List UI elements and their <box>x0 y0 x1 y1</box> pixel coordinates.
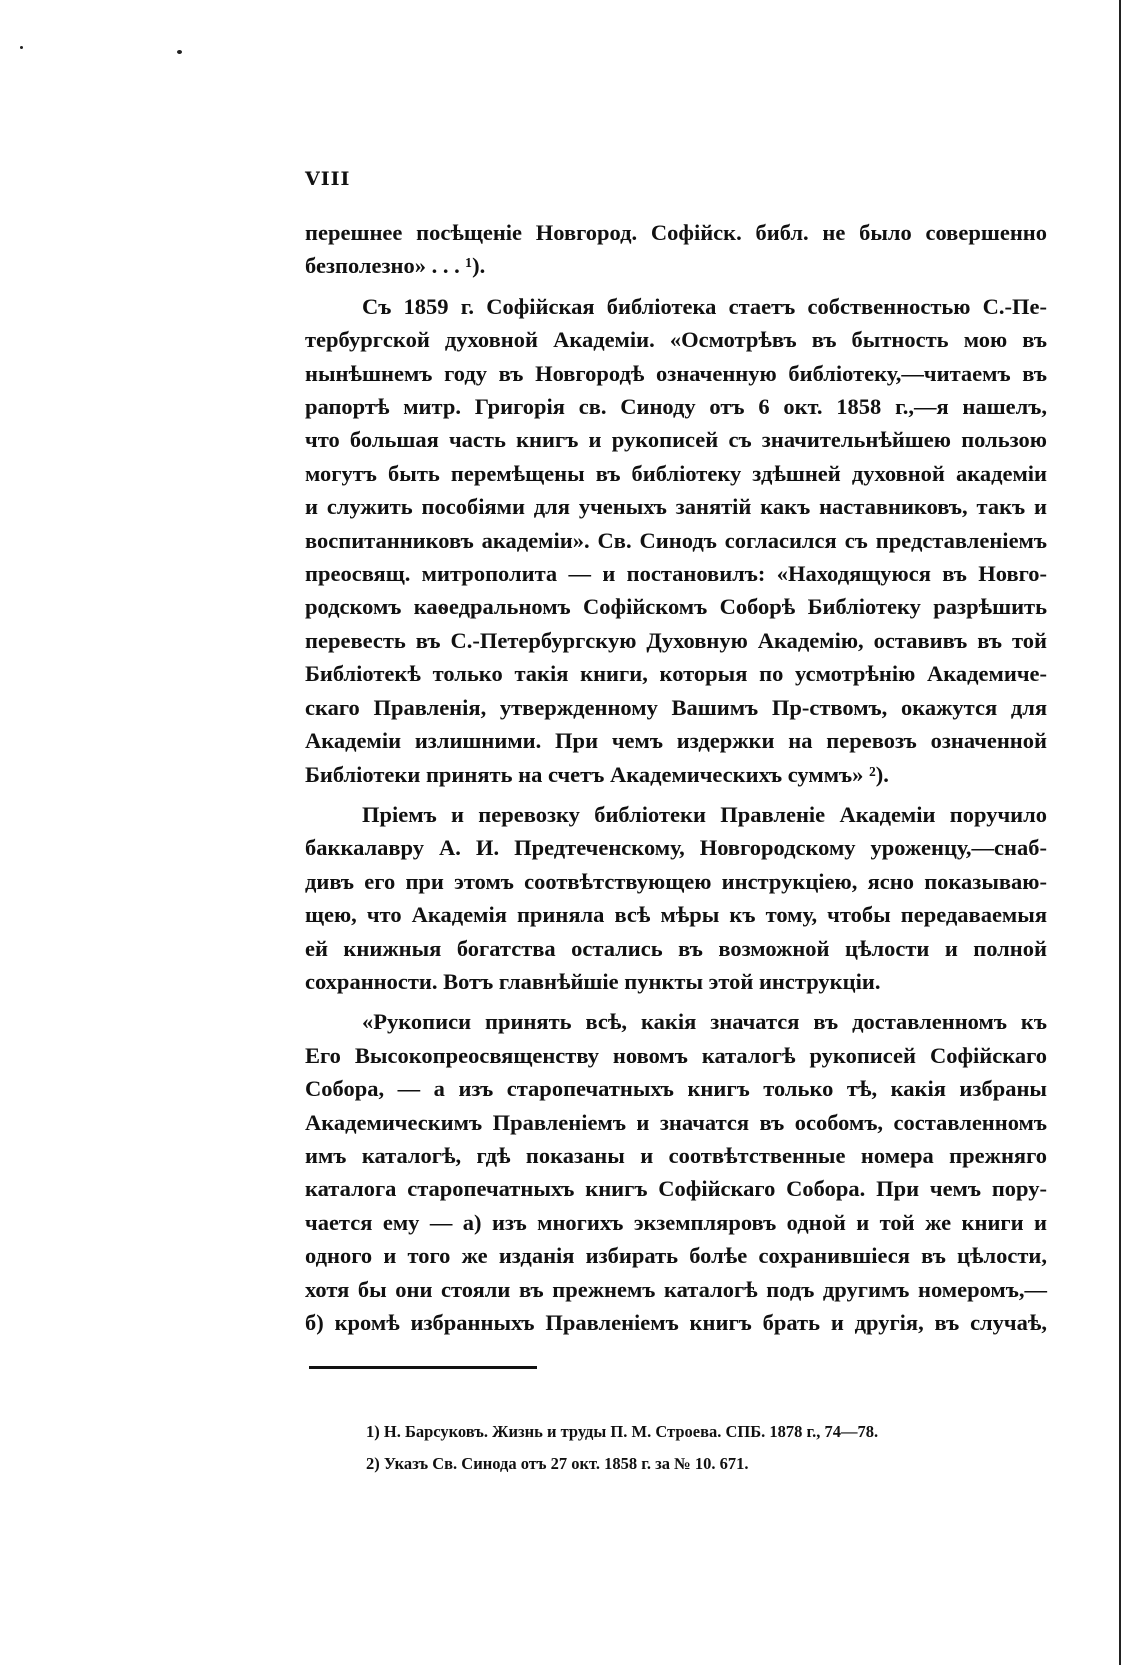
footnote-divider <box>309 1366 537 1369</box>
text-line: тербургской духовной Академіи. «Осмотрѣвъ въ бытность мою въ <box>305 327 1047 353</box>
text-line: сохранности. Вотъ главнѣйшіе пункты этой инструкціи. <box>305 968 881 994</box>
text-line: родскомъ каѳедральномъ Софійскомъ Соборѣ Библіотеку разрѣшить <box>305 594 1047 620</box>
text-line: Пріемъ и перевозку библіотеки Правленіе Академіи поручило <box>362 801 1047 827</box>
text-line: Академическимъ Правленіемъ и значатся въ особомъ, составленномъ <box>305 1109 1047 1135</box>
text-line: преосвящ. митрополита — и постановилъ: «Находящуюся въ Новго- <box>305 561 1047 587</box>
page-number: VIII <box>305 168 351 190</box>
text-line: и служить пособіями для ученыхъ занятій какъ наставниковъ, такъ и <box>305 494 1047 520</box>
text-line: нынѣшнемъ году въ Новгородѣ означенную библіотеку,—читаемъ въ <box>305 360 1047 386</box>
text-line: Собора, — а изъ старопечатныхъ книгъ только тѣ, какія избраны <box>305 1076 1047 1102</box>
text-line: имъ каталогѣ, гдѣ показаны и соотвѣтственные номера прежняго <box>305 1142 1047 1168</box>
text-line: перевесть въ С.-Петербургскую Духовную Академію, оставивъ въ той <box>305 627 1047 653</box>
text-line: дивъ его при этомъ соотвѣтствующею инструкціею, ясно показываю- <box>305 868 1047 894</box>
body-text <box>305 216 1047 1339</box>
text-line: чается ему — а) изъ многихъ экземпляровъ одной и той же книги и <box>305 1209 1047 1235</box>
text-line: могутъ быть перемѣщены въ библіотеку здѣшней духовной академіи <box>305 460 1047 486</box>
text-line: скаго Правленія, утвержденному Вашимъ Пр-ствомъ, окажутся для <box>305 694 1047 720</box>
text-line: рапортѣ митр. Григорія св. Синоду отъ 6 окт. 1858 г.,—я нашелъ, <box>305 394 1047 420</box>
text-line: баккалавру А. И. Предтеченскому, Новгородскому уроженцу,—снаб- <box>305 835 1047 861</box>
text-line: что большая часть книгъ и рукописей съ значительнѣйшею пользою <box>305 427 1047 453</box>
footnote-1: 1) Н. Барсуковъ. Жизнь и труды П. М. Строева. СПБ. 1878 г., 74—78. <box>366 1422 879 1441</box>
scan-speck <box>177 50 182 54</box>
paragraph-3 <box>305 798 1047 998</box>
paragraph-1 <box>305 216 1047 283</box>
text-line: безполезно» . . . ¹). <box>305 253 486 279</box>
text-line: хотя бы они стояли въ прежнемъ каталогѣ подъ другимъ номеромъ,— <box>305 1276 1047 1302</box>
text-line: перешнее посѣщеніе Новгород. Софійск. библ. не было совершенно <box>305 220 1047 245</box>
text-line: Академіи излишними. При чемъ издержки на перевозъ означенной <box>305 728 1047 754</box>
paragraph-4 <box>305 1005 1047 1339</box>
text-line: Его Высокопреосвященству новомъ каталогѣ рукописей Софійскаго <box>305 1042 1047 1068</box>
text-line: «Рукописи принять всѣ, какія значатся въ доставленномъ къ <box>362 1009 1047 1035</box>
scan-speck <box>20 46 23 49</box>
text-line: ей книжныя богатства остались въ возможной цѣлости и полной <box>305 935 1047 961</box>
text-line: щею, что Академія приняла всѣ мѣры къ тому, чтобы передаваемыя <box>305 902 1047 928</box>
text-line: б) кромѣ избранныхъ Правленіемъ книгъ брать и другія, въ случаѣ, <box>305 1310 1047 1335</box>
text-line: каталога старопечатныхъ книгъ Софійскаго Собора. При чемъ пору- <box>305 1176 1047 1202</box>
text-line: Библіотекѣ только такія книги, которыя по усмотрѣнію Академиче- <box>305 661 1047 687</box>
text-line: одного и того же изданія избирать болѣе сохранившіеся въ цѣлости, <box>305 1243 1047 1269</box>
text-line: воспитанниковъ академіи». Св. Синодъ согласился съ представленіемъ <box>305 527 1047 553</box>
text-line: Библіотеки принять на счетъ Академическихъ суммъ» ²). <box>305 761 889 787</box>
paragraph-2 <box>305 290 1047 791</box>
footnote-2: 2) Указъ Св. Синода отъ 27 окт. 1858 г. за № 10. 671. <box>366 1454 749 1473</box>
footnotes <box>366 1416 1066 1480</box>
page-edge <box>1119 0 1121 1665</box>
text-line: Съ 1859 г. Софійская библіотека стаетъ собственностью С.-Пе- <box>362 293 1047 319</box>
